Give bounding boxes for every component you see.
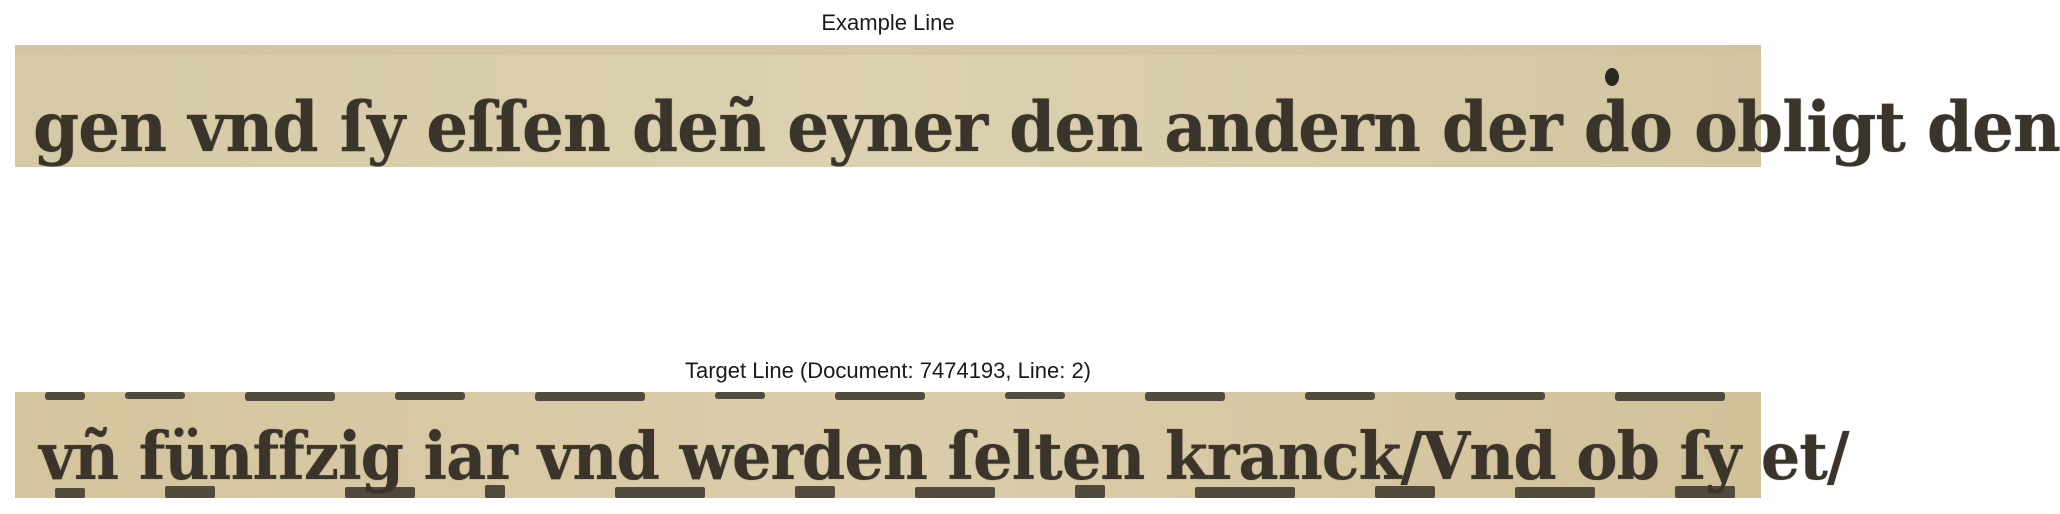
- example-line-title: Example Line: [821, 10, 955, 35]
- ascenders-from-previous-line: [45, 392, 1725, 401]
- example-line-text: gen vnd ſy eſſen deñ eyner den andern der do obligt den: [33, 86, 2060, 168]
- target-line-text: vñ fünffzig iar vnd werden ſelten kranck/Vnd ob ſy et/: [39, 418, 1849, 495]
- target-line-title: Target Line (Document: 7474193, Line: 2): [684, 358, 1092, 383]
- example-line-image: [15, 45, 2060, 168]
- target-line-image: [15, 392, 1849, 498]
- ink-dot: [1605, 68, 1619, 86]
